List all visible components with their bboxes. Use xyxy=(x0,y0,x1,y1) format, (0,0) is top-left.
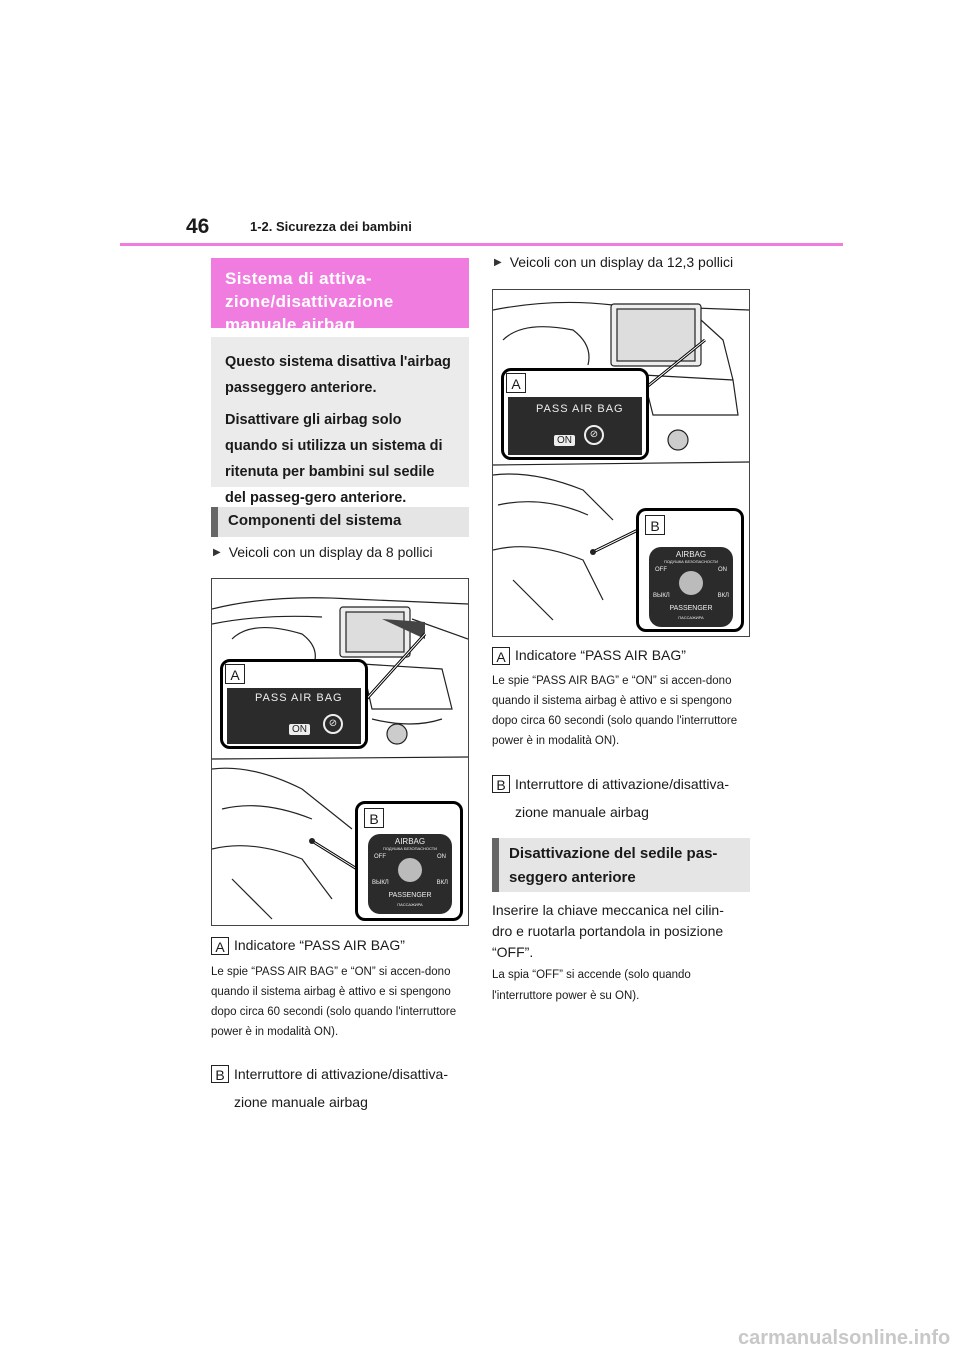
intro-paragraph-1: Questo sistema disattiva l'airbag passeggero anteriore. xyxy=(225,354,451,396)
left-item-b-title: Interruttore di attivazione/disattiva-zione manuale airbag xyxy=(234,1066,448,1110)
components-subhead: Componenti del sistema xyxy=(211,507,469,537)
bullet-8inch xyxy=(213,544,433,560)
right-item-a-title xyxy=(492,646,750,665)
switch-airbag-ru: ПОДУШКА БЕЗОПАСНОСТИ xyxy=(663,559,719,564)
switch-passenger-ru: ПАССАЖИРА xyxy=(397,902,423,907)
switch-off: OFF xyxy=(655,567,667,573)
callout-b-frame xyxy=(355,801,463,921)
switch-passenger-ru: ПАССАЖИРА xyxy=(678,615,704,620)
deactivation-subhead: Disattivazione del sedile pas-seggero anteriore xyxy=(492,838,750,892)
indicator-text: PASS AIR BAG xyxy=(536,403,624,415)
label-a: A xyxy=(211,937,229,955)
right-item-b xyxy=(492,770,744,826)
switch-passenger: PASSENGER xyxy=(669,605,713,612)
airbag-switch xyxy=(649,547,733,627)
switch-off-ru: ВЫКЛ xyxy=(653,593,670,599)
callout-b-frame xyxy=(636,508,744,632)
airbag-off-icon: ⊘ xyxy=(323,714,343,734)
bullet-text: Veicoli con un display da 12,3 pollici xyxy=(509,254,734,270)
section-header: 1-2. Sicurezza dei bambini xyxy=(250,219,412,234)
switch-off: OFF xyxy=(374,854,386,860)
left-item-a-title xyxy=(211,936,469,955)
left-item-a-title-text: Indicatore “PASS AIR BAG” xyxy=(234,937,405,953)
key-cylinder-icon xyxy=(398,858,422,882)
watermark: carmanualsonline.info xyxy=(738,1327,951,1349)
deactivation-note: La spia “OFF” si accende (solo quando l'interruttore power è su ON). xyxy=(492,969,691,1002)
bullet-text: Veicoli con un display da 8 pollici xyxy=(228,544,433,560)
indicator-on: ON xyxy=(289,724,310,735)
intro-paragraph-2: Disattivare gli airbag solo quando si utilizza un sistema di ritenuta per bambini sul sedile del passeg-gero anteriore. xyxy=(225,412,443,506)
triangle-bullet-icon: ▶ xyxy=(494,256,502,268)
label-b: B xyxy=(492,775,510,793)
deactivation-body: Inserire la chiave meccanica nel cilin-dro e ruotarla portandola in posizione “OFF”. xyxy=(492,902,724,960)
switch-airbag: AIRBAG xyxy=(394,837,426,846)
left-item-b xyxy=(211,1060,463,1116)
pass-airbag-indicator xyxy=(227,688,361,744)
figure-12inch xyxy=(492,289,750,637)
label-b: B xyxy=(211,1065,229,1083)
switch-on-ru: ВКЛ xyxy=(717,593,729,599)
indicator-on: ON xyxy=(554,435,575,446)
header-rule xyxy=(120,243,843,246)
switch-on: ON xyxy=(718,567,727,573)
right-item-a-title-text: Indicatore “PASS AIR BAG” xyxy=(515,647,686,663)
callout-b-label: B xyxy=(645,515,665,535)
callout-a-frame xyxy=(501,368,649,460)
switch-on: ON xyxy=(437,854,446,860)
switch-on-ru: ВКЛ xyxy=(436,880,448,886)
left-item-a-text: Le spie “PASS AIR BAG” e “ON” si accen-dono quando il sistema airbag è attivo e si spengono dopo circa 60 secondi (solo quando l'interruttore power è in modalità ON). xyxy=(211,966,457,1038)
callout-b-label: B xyxy=(364,808,384,828)
right-item-a-text: Le spie “PASS AIR BAG” e “ON” si accen-dono quando il sistema airbag è attivo e si spengono dopo circa 60 secondi (solo quando l'interruttore power è in modalità ON). xyxy=(492,675,738,747)
page-number: 46 xyxy=(186,215,210,238)
airbag-off-icon: ⊘ xyxy=(584,425,604,445)
figure-8inch xyxy=(211,578,469,926)
switch-off-ru: ВЫКЛ xyxy=(372,880,389,886)
right-item-b-title: Interruttore di attivazione/disattiva-zione manuale airbag xyxy=(515,776,729,820)
callout-a-label: A xyxy=(506,373,526,393)
indicator-text: PASS AIR BAG xyxy=(255,692,343,704)
callout-a-label: A xyxy=(225,664,245,684)
key-cylinder-icon xyxy=(679,571,703,595)
airbag-switch xyxy=(368,834,452,914)
triangle-bullet-icon: ▶ xyxy=(213,546,221,558)
bullet-12inch xyxy=(494,254,733,270)
callout-a-frame xyxy=(220,659,368,749)
switch-airbag-ru: ПОДУШКА БЕЗОПАСНОСТИ xyxy=(382,846,438,851)
switch-airbag: AIRBAG xyxy=(675,550,707,559)
intro-box xyxy=(211,337,469,506)
label-a: A xyxy=(492,647,510,665)
switch-passenger: PASSENGER xyxy=(388,892,432,899)
pass-airbag-indicator xyxy=(508,397,642,455)
section-title: Sistema di attiva- zione/disattivazione manuale airbag xyxy=(211,258,469,328)
